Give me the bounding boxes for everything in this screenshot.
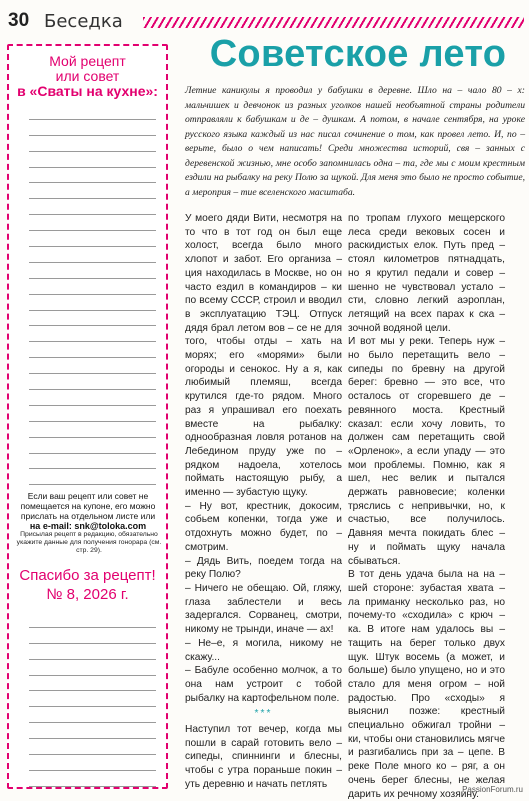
article-lead: Летние каникулы я проводил у бабушки в деревне. Шло на – чало 80 – х: мальчишек и девчонок из разных уголков нашей необъятной страны родители отправляли к бабушкам и де – душкам. А потом, в начале сентября, на уроке русского языка каждый из нас писал сочинение о том, как провел лето. И, по – верьте, было о чем написать! Среди множества историй, свя – занных с деревенской жизнью, мне особо запомнилась одна – та, где мы с моим крестным ездили на рыбалку на реку Полю за щукой. Для меня это было не просто событие, а мероприя – тие вселенского масштаба. xyxy=(185,85,525,198)
coupon-email: на e-mail: snk@toloka.com xyxy=(29,521,147,531)
coupon-heading xyxy=(9,54,166,99)
coupon-write-line[interactable] xyxy=(29,691,156,707)
coupon-write-line[interactable] xyxy=(29,755,156,771)
coupon-write-line[interactable] xyxy=(29,247,156,263)
coupon-heading-line3: в «Сваты на кухне»: xyxy=(17,83,158,99)
coupon-write-line[interactable] xyxy=(29,358,156,374)
article-title: Советское лето xyxy=(209,33,507,75)
article-column-2 xyxy=(348,212,505,801)
coupon-write-line[interactable] xyxy=(29,152,156,168)
coupon-heading-line1: Мой рецепт xyxy=(49,53,126,69)
coupon-write-line[interactable] xyxy=(29,628,156,644)
coupon-write-line[interactable] xyxy=(29,279,156,295)
paragraph: – Ничего не обещаю. Ой, гляжу, глаза заблестели и весь задергался. Сорванец, смотри, никому не трынди, иначе — ах! xyxy=(185,582,342,636)
paragraph: – Дядь Вить, поедем тогда на реку Полю? xyxy=(185,555,342,581)
thanks-text: Спасибо за рецепт! xyxy=(19,567,156,584)
coupon-write-line[interactable] xyxy=(29,295,156,311)
issue-number: № 8, 2026 г. xyxy=(46,586,129,603)
coupon-write-line[interactable] xyxy=(29,342,156,358)
coupon-write-line[interactable] xyxy=(29,168,156,184)
recipe-coupon xyxy=(7,44,168,789)
coupon-write-line[interactable] xyxy=(29,263,156,279)
coupon-info xyxy=(13,491,163,531)
coupon-write-line[interactable] xyxy=(29,390,156,406)
paragraph: – Ну вот, крестник, докосим, собьем копенки, тогда уже и отдохнуть можно будет, по – смотрим. xyxy=(185,500,342,553)
coupon-thanks xyxy=(9,566,166,604)
coupon-note: Присылая рецепт в редакцию, обязательно укажите данные для получения гонорара (см. стр. 29). xyxy=(16,531,162,555)
coupon-write-line[interactable] xyxy=(29,326,156,342)
coupon-write-line[interactable] xyxy=(29,120,156,136)
header-stripes xyxy=(143,17,524,28)
paragraph: – Бабуле особенно молчок, а то она нам устроит с тобой рыбалку на картофельном поле. xyxy=(185,665,342,704)
coupon-write-line[interactable] xyxy=(29,771,156,787)
coupon-info-text: Если ваш рецепт или совет не помещается на купоне, его можно прислать на отдельном листе или xyxy=(20,491,156,521)
coupon-write-line[interactable] xyxy=(29,612,156,628)
page-number: 30 xyxy=(8,10,30,31)
coupon-write-line[interactable] xyxy=(29,311,156,327)
section-separator: *** xyxy=(254,708,273,720)
paragraph: по тропам глухого мещерского леса среди вековых сосен и раскидистых елок. Путь пред – стоял километров пятнадцать, но я крутил педали и совер – шенно не чувствовал устало – сти, словно легкий аэроплан, летящий на всех парах к ска – зочной водяной цели. xyxy=(348,213,505,334)
article-column-1 xyxy=(185,212,342,792)
paragraph: Наступил тот вечер, когда мы пошли в сарай готовить вело – сипеды, спиннинги и блесны, чтобы с утра пораньше покин – уть деревню и начать петлять xyxy=(185,724,342,790)
coupon-write-line[interactable] xyxy=(29,644,156,660)
coupon-write-line[interactable] xyxy=(29,104,156,120)
coupon-write-lines-bottom[interactable] xyxy=(29,612,156,787)
paragraph: У моего дяди Вити, несмотря на то что в тот год он был еще холост, всегда было много хлопот и забот. Его организа – ция находилась в Москве, но он часто ездил в командиров – ки по всему СССР, строил и вводил в эксплуатацию ТЭЦ. Отпуск дядя брал летом вов – се не для того, чтобы отды – хать на морях; его «морями» были огороды и сенокос. Ну а я, как любимый племяш, всегда крутился где-то рядом. Много раз я упрашивал его поехать вместе на рыбалку: однообразная ловля ротанов на Лебедином пруду уже по – рядком надоела, хотелось поймать настоящую рыбу, а именно — зубастую щуку. xyxy=(185,213,342,499)
paragraph: – Не–е, я могила, никому не скажу... xyxy=(185,637,342,663)
coupon-write-line[interactable] xyxy=(29,422,156,438)
coupon-write-line[interactable] xyxy=(29,454,156,470)
section-title: Беседка xyxy=(44,11,123,32)
coupon-write-line[interactable] xyxy=(29,676,156,692)
coupon-write-line[interactable] xyxy=(29,707,156,723)
coupon-write-line[interactable] xyxy=(29,469,156,485)
coupon-write-line[interactable] xyxy=(29,199,156,215)
paragraph: И вот мы у реки. Теперь нуж – но было перетащить вело – сипеды по бревну на другой берег: бревно — это все, что осталось от сгоревшего де – ревянного моста. Крестный сказал: если хочу ловить, то должен сам перетащить свой «Орленок», а если упаду — это мои проблемы. Помню, как я шел, нес велик и пытался держать равновесие; коленки тряслись с непривычки, но, к счастью, все получилось. Давняя мечта покидать блес – ну и поймать щуку начала сбываться. xyxy=(348,336,505,567)
coupon-write-line[interactable] xyxy=(29,183,156,199)
footer-site: PassionForum.ru xyxy=(462,785,523,794)
coupon-write-line[interactable] xyxy=(29,723,156,739)
coupon-write-lines-top[interactable] xyxy=(29,104,156,485)
coupon-write-line[interactable] xyxy=(29,136,156,152)
coupon-write-line[interactable] xyxy=(29,438,156,454)
coupon-write-line[interactable] xyxy=(29,374,156,390)
coupon-write-line[interactable] xyxy=(29,660,156,676)
coupon-write-line[interactable] xyxy=(29,406,156,422)
coupon-write-line[interactable] xyxy=(29,739,156,755)
coupon-write-line[interactable] xyxy=(29,215,156,231)
coupon-write-line[interactable] xyxy=(29,231,156,247)
paragraph: В тот день удача была на на – шей стороне: зубастая хвата – ла приманку несколько раз, но почему-то «сходила» с крюч – ка. В итоге нам удалось вы – тащить на берег только двух щук. Штук восемь (а может, и больше) было упущено, но и это стало для меня огром – ной радостью. Про «сходы» я выяснил позже: крестный специально обжигал тройни – ки, чтобы они становились мягче и разгибались при за – цепе. В реке Поле много ко – ряг, а он очень берег блесны, не желая дарить их речному хозяину. xyxy=(348,569,505,800)
coupon-heading-line2: или совет xyxy=(55,68,120,84)
